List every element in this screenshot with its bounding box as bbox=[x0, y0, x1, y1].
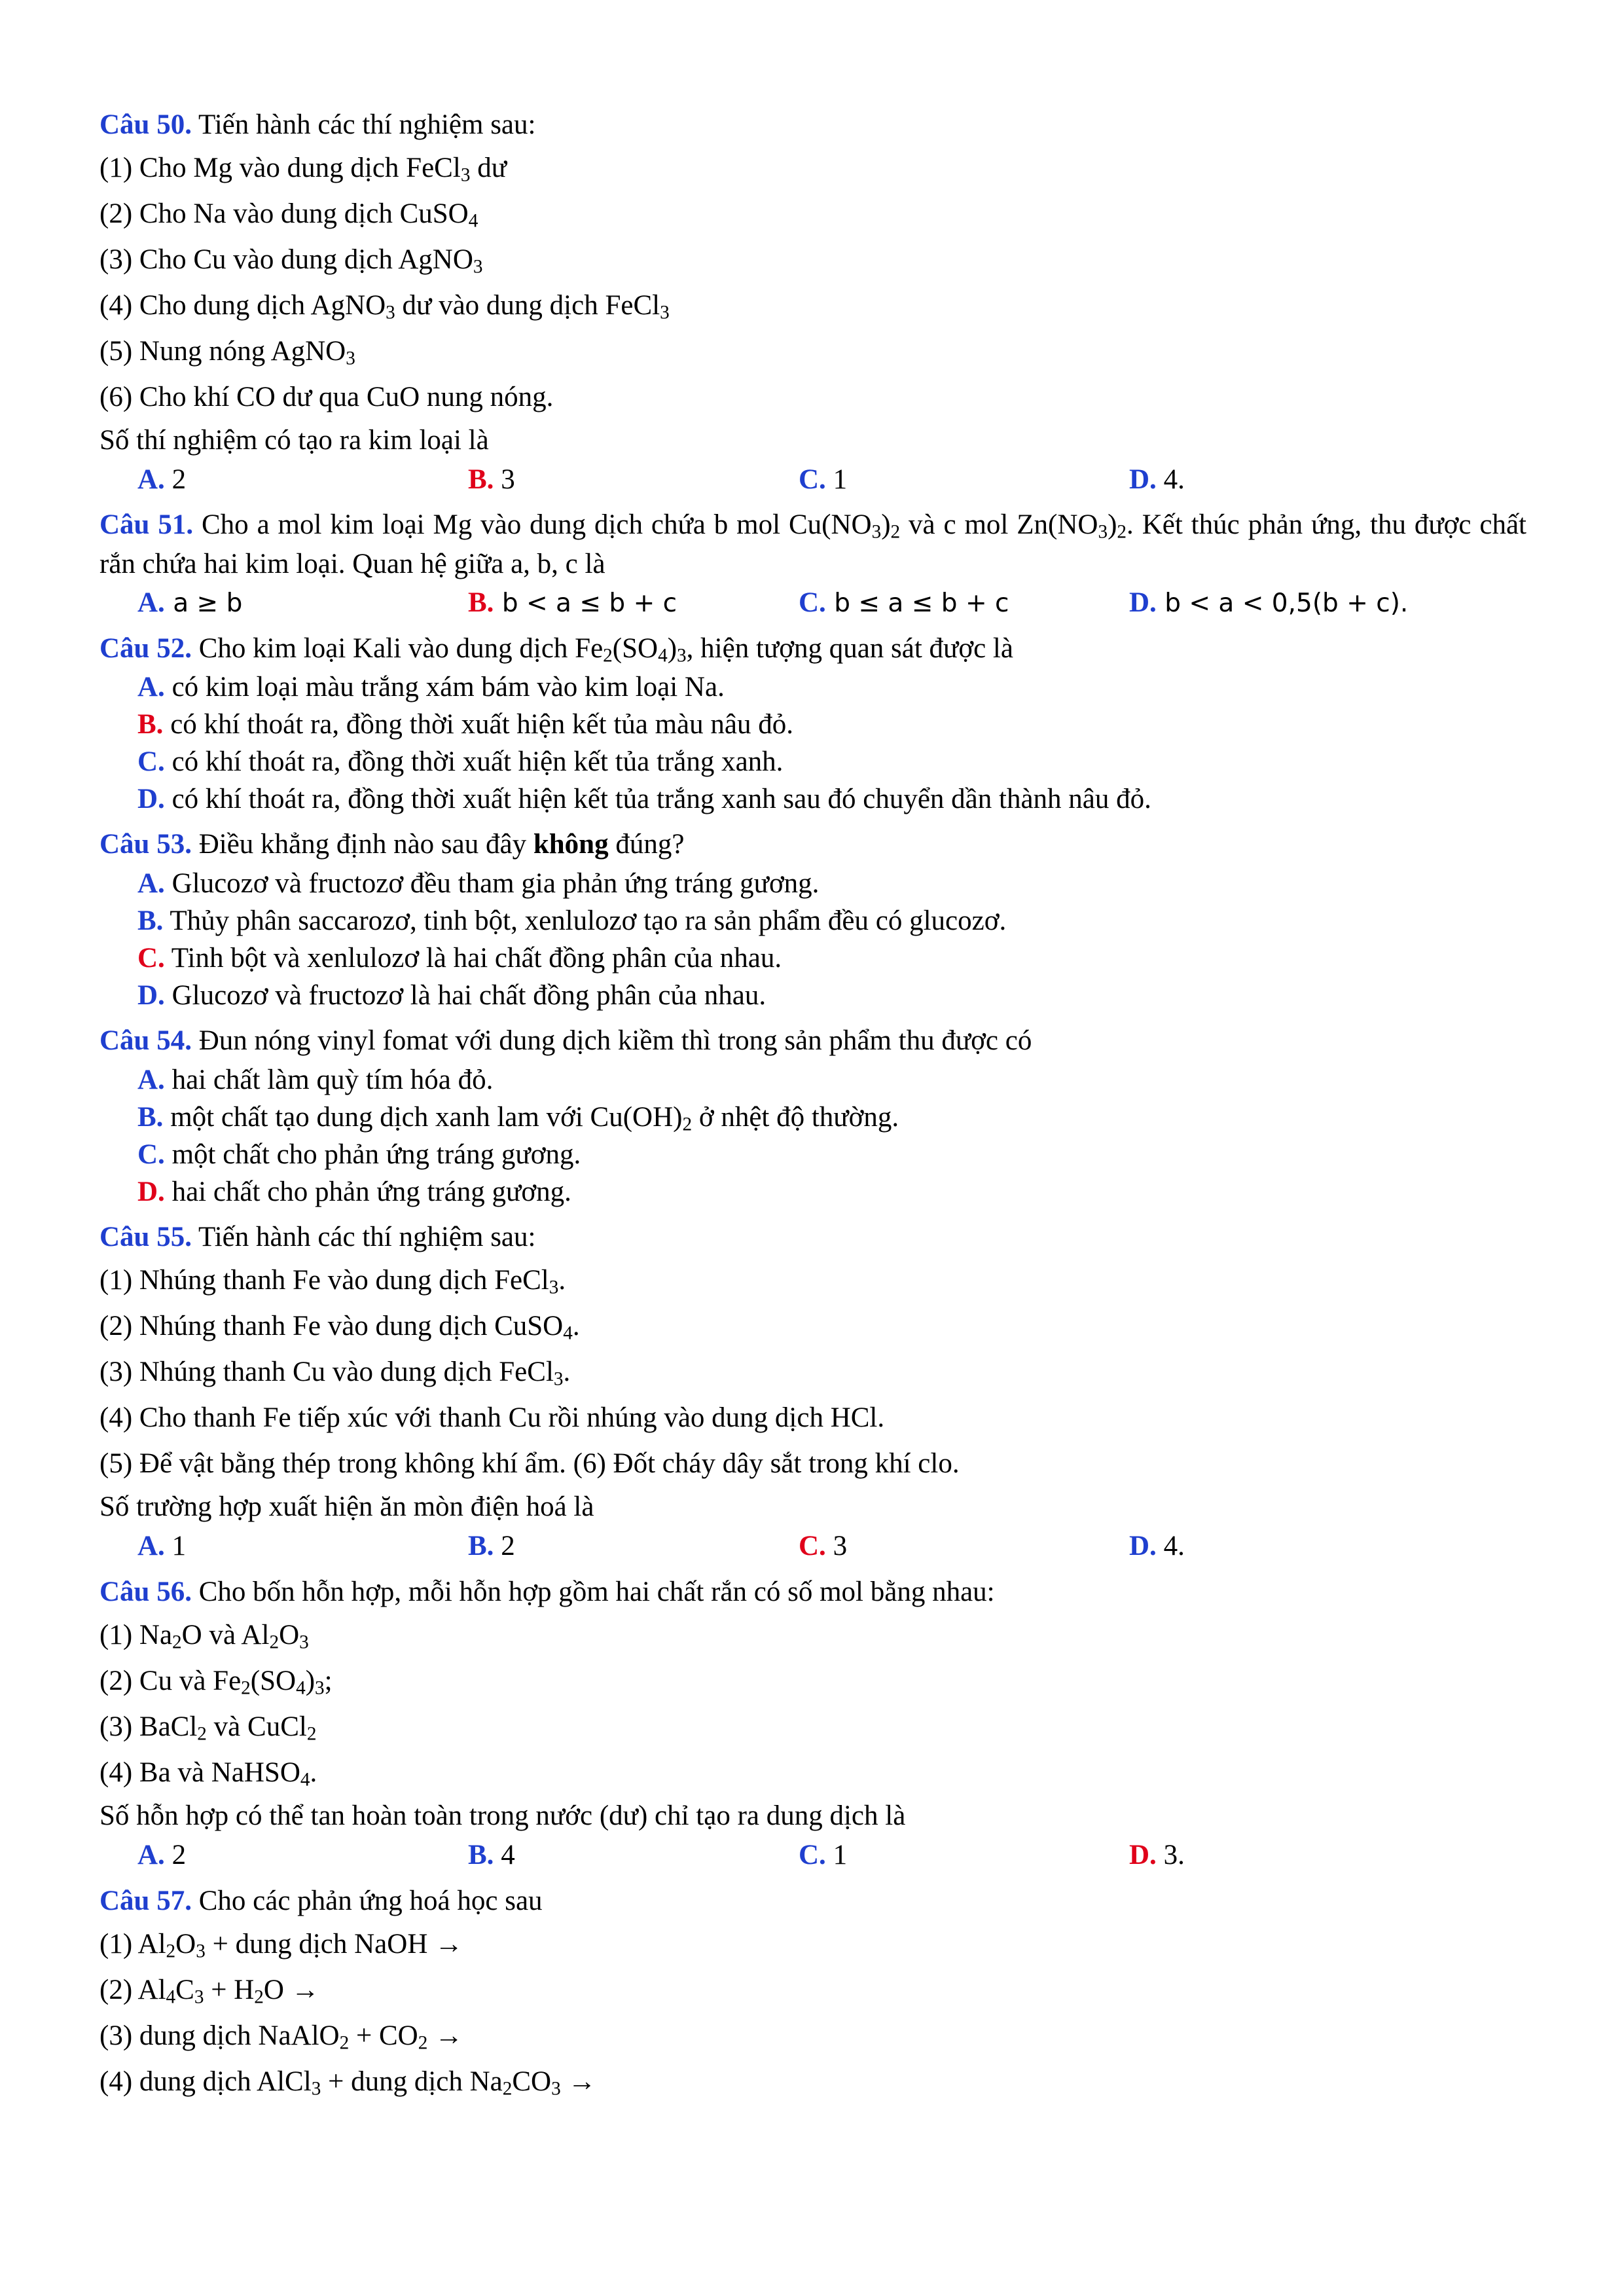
option-letter: A. bbox=[137, 868, 165, 899]
text-run: (5) Nung nóng AgNO bbox=[99, 336, 346, 367]
text-run: (1) Cho Mg vào dung dịch FeCl bbox=[99, 153, 461, 183]
question-stem bbox=[99, 1021, 1526, 1061]
subscript: 2 bbox=[603, 645, 613, 666]
option-text: có khí thoát ra, đồng thời xuất hiện kết tủa trắng xanh sau đó chuyển dần thành nâu đỏ. bbox=[164, 784, 1151, 814]
subscript: 2 bbox=[502, 2078, 513, 2100]
experiment-item bbox=[99, 1303, 1526, 1349]
text-run: (2) Nhúng thanh Fe vào dung dịch CuSO bbox=[99, 1311, 564, 1341]
option-math: b ≤ a ≤ b + c bbox=[825, 589, 1009, 618]
text-run: (3) dung dịch NaAlO bbox=[99, 2020, 340, 2051]
text-run: ) bbox=[1108, 509, 1117, 540]
answer-options bbox=[99, 584, 1526, 623]
option-text: hai chất làm quỳ tím hóa đỏ. bbox=[164, 1065, 494, 1095]
experiment-item bbox=[99, 145, 1526, 191]
option-letter: C. bbox=[137, 1139, 165, 1170]
question-text: Cho bốn hỗn hợp, mỗi hỗn hợp gồm hai chất rắn có số mol bằng nhau: bbox=[191, 1576, 995, 1607]
text-run: O → bbox=[263, 1975, 319, 2005]
subscript: 2 bbox=[1117, 521, 1127, 543]
answer-option[interactable] bbox=[137, 1099, 1526, 1136]
option-text: 3 bbox=[825, 1531, 848, 1561]
answer-options bbox=[99, 461, 1526, 499]
question-stem bbox=[99, 1572, 1526, 1613]
subscript: 2 bbox=[254, 1986, 264, 2008]
subscript: 3 bbox=[1098, 521, 1108, 543]
question-block bbox=[99, 1572, 1526, 1874]
option-text: 4. bbox=[1156, 464, 1185, 495]
experiment-item bbox=[99, 1704, 1526, 1750]
answer-option[interactable] bbox=[1129, 1836, 1460, 1874]
answer-option[interactable] bbox=[137, 780, 1526, 818]
text-run: (5) Để vật bằng thép trong không khí ẩm. (6) Đốt cháy dây sắt trong khí clo. bbox=[99, 1448, 960, 1479]
question-stem bbox=[99, 1217, 1526, 1258]
experiment-item bbox=[99, 2013, 1526, 2059]
text-run: (1) Al bbox=[99, 1929, 166, 1959]
option-letter: C. bbox=[799, 1840, 826, 1870]
experiment-item bbox=[99, 1658, 1526, 1704]
option-text: có khí thoát ra, đồng thời xuất hiện kết tủa trắng xanh. bbox=[164, 746, 784, 777]
option-letter: B. bbox=[137, 709, 164, 740]
text-run: → bbox=[427, 2020, 463, 2051]
answer-option[interactable] bbox=[137, 1527, 468, 1565]
text-run: O bbox=[175, 1929, 196, 1959]
text-run: (1) Nhúng thanh Fe vào dung dịch FeCl bbox=[99, 1265, 549, 1296]
subscript: 2 bbox=[682, 1114, 693, 1135]
option-text: một chất cho phản ứng tráng gương. bbox=[164, 1139, 581, 1170]
text-run: O bbox=[279, 1620, 300, 1650]
answer-option[interactable] bbox=[137, 939, 1526, 977]
option-letter: A. bbox=[137, 587, 165, 618]
text-run: dư bbox=[470, 153, 507, 183]
question-number: Câu 57. bbox=[99, 1886, 192, 1916]
answer-option[interactable] bbox=[799, 461, 1129, 499]
option-text: 4. bbox=[1156, 1531, 1185, 1561]
text-run: C bbox=[175, 1975, 194, 2005]
text-run: . bbox=[563, 1357, 571, 1387]
option-letter: B. bbox=[468, 1531, 494, 1561]
text-run: Cho kim loại Kali vào dung dịch Fe bbox=[191, 633, 604, 664]
option-letter: C. bbox=[137, 943, 165, 974]
answer-option[interactable] bbox=[137, 1173, 1526, 1211]
option-letter: A. bbox=[137, 1840, 165, 1870]
text-run: (4) dung dịch AlCl bbox=[99, 2066, 312, 2097]
subscript: 3 bbox=[311, 2078, 321, 2100]
subscript: 3 bbox=[194, 1986, 204, 2008]
subscript: 4 bbox=[166, 1986, 176, 2008]
question-stem bbox=[99, 505, 1526, 584]
option-text: 3. bbox=[1156, 1840, 1185, 1870]
text-run: (2) Cho Na vào dung dịch CuSO bbox=[99, 198, 469, 229]
subscript: 3 bbox=[460, 164, 471, 186]
text-run: ; bbox=[324, 1666, 333, 1696]
answer-option[interactable] bbox=[137, 902, 1526, 939]
answer-option[interactable] bbox=[1129, 584, 1460, 623]
question-block bbox=[99, 505, 1526, 623]
option-text: Thủy phân saccarozơ, tinh bột, xenlulozơ tạo ra sản phẩm đều có glucozơ. bbox=[163, 905, 1007, 936]
text-run: , hiện tượng quan sát được là bbox=[686, 633, 1013, 664]
answer-options bbox=[99, 1836, 1526, 1874]
question-prompt: Số thí nghiệm có tạo ra kim loại là bbox=[99, 425, 489, 456]
text-run: + dung dịch NaOH → bbox=[205, 1929, 463, 1959]
subscript: 2 bbox=[241, 1677, 251, 1699]
option-letter: D. bbox=[1129, 1531, 1157, 1561]
subscript: 3 bbox=[551, 2078, 561, 2100]
experiment-item bbox=[99, 1441, 1526, 1487]
subscript: 3 bbox=[871, 521, 882, 543]
answer-option[interactable] bbox=[799, 584, 1129, 623]
subscript: 2 bbox=[269, 1631, 280, 1653]
answer-option[interactable] bbox=[468, 1527, 799, 1565]
option-letter: C. bbox=[799, 587, 826, 618]
subscript: 3 bbox=[315, 1677, 325, 1699]
answer-option[interactable] bbox=[137, 977, 1526, 1014]
text-run: và c mol Zn(NO bbox=[900, 509, 1098, 540]
experiment-item bbox=[99, 1613, 1526, 1658]
answer-option[interactable] bbox=[137, 668, 1526, 706]
option-letter: D. bbox=[137, 784, 165, 814]
answer-option[interactable] bbox=[137, 743, 1526, 780]
text-run: (1) Na bbox=[99, 1620, 173, 1650]
question-number: Câu 55. bbox=[99, 1222, 192, 1252]
option-text: 2 bbox=[164, 464, 187, 495]
experiment-item bbox=[99, 237, 1526, 283]
question-stem bbox=[99, 629, 1526, 668]
question-block bbox=[99, 1881, 1526, 2105]
option-letter: D. bbox=[137, 980, 165, 1011]
experiment-item bbox=[99, 1750, 1526, 1796]
option-letter: B. bbox=[468, 464, 494, 495]
subscript: 2 bbox=[197, 1723, 207, 1745]
question-number: Câu 52. bbox=[99, 633, 192, 664]
option-letter: A. bbox=[137, 1065, 165, 1095]
text-run: . bbox=[572, 1311, 580, 1341]
answer-option[interactable] bbox=[468, 461, 799, 499]
text-run: ) bbox=[305, 1666, 316, 1696]
experiment-item bbox=[99, 1395, 1526, 1441]
text-run: + dung dịch Na bbox=[321, 2066, 503, 2097]
question-number: Câu 51. bbox=[99, 509, 194, 540]
answer-options bbox=[99, 668, 1526, 818]
text-run: . Kết thúc phản ứng, thu được chất rắn chứa hai kim loại. Quan hệ giữa a, b, c là bbox=[99, 509, 1526, 579]
text-run: . bbox=[310, 1757, 317, 1788]
subscript: 3 bbox=[473, 256, 483, 278]
text-run: (4) Ba và NaHSO bbox=[99, 1757, 300, 1788]
experiment-item bbox=[99, 374, 1526, 420]
emphasis-text: không bbox=[533, 829, 609, 860]
experiment-item bbox=[99, 1349, 1526, 1395]
text-run: (2) Al bbox=[99, 1975, 166, 2005]
option-letter: B. bbox=[468, 1840, 494, 1870]
answer-option[interactable] bbox=[1129, 461, 1460, 499]
answer-option[interactable] bbox=[137, 1061, 1526, 1099]
question-stem bbox=[99, 1881, 1526, 1922]
text-run: (SO bbox=[250, 1666, 297, 1696]
answer-option[interactable] bbox=[468, 1836, 799, 1874]
subscript: 4 bbox=[658, 645, 668, 666]
experiment-item bbox=[99, 329, 1526, 374]
subscript: 3 bbox=[553, 1368, 564, 1390]
answer-option[interactable] bbox=[799, 1527, 1129, 1565]
text-run: (3) Cho Cu vào dung dịch AgNO bbox=[99, 244, 473, 275]
option-text: 1 bbox=[164, 1531, 187, 1561]
question-block bbox=[99, 1217, 1526, 1565]
option-letter: B. bbox=[137, 905, 164, 936]
text-run: một chất tạo dung dịch xanh lam với Cu(OH) bbox=[163, 1102, 683, 1133]
option-letter: A. bbox=[137, 464, 165, 495]
option-letter: C. bbox=[799, 464, 826, 495]
subscript: 4 bbox=[563, 1322, 573, 1344]
option-letter: C. bbox=[137, 746, 165, 777]
question-number: Câu 56. bbox=[99, 1576, 192, 1607]
subscript: 4 bbox=[300, 1769, 310, 1791]
subscript: 2 bbox=[418, 2032, 428, 2054]
option-letter: D. bbox=[137, 1176, 165, 1207]
experiment-item bbox=[99, 191, 1526, 237]
question-text: Tiến hành các thí nghiệm sau: bbox=[191, 109, 536, 140]
question-stem bbox=[99, 824, 1526, 865]
text-run: (SO bbox=[612, 633, 659, 664]
option-letter: D. bbox=[1129, 587, 1157, 618]
option-letter: B. bbox=[468, 587, 494, 618]
text-run: CO bbox=[512, 2066, 552, 2097]
document-page bbox=[99, 98, 1526, 2105]
option-letter: C. bbox=[799, 1531, 826, 1561]
option-text: Glucozơ và fructozơ là hai chất đồng phân của nhau. bbox=[164, 980, 767, 1011]
subscript: 2 bbox=[890, 521, 901, 543]
experiment-item bbox=[99, 1922, 1526, 1967]
text-run: + H bbox=[204, 1975, 255, 2005]
option-letter: D. bbox=[1129, 1840, 1157, 1870]
option-letter: A. bbox=[137, 1531, 165, 1561]
question-text: Cho các phản ứng hoá học sau bbox=[191, 1886, 543, 1916]
option-math: b < a ≤ b + c bbox=[494, 589, 677, 618]
option-text: 1 bbox=[825, 464, 848, 495]
subscript: 2 bbox=[166, 1941, 176, 1962]
subscript: 3 bbox=[386, 302, 395, 323]
subscript: 3 bbox=[346, 348, 355, 369]
question-text: Điều khẳng định nào sau đây bbox=[191, 829, 533, 860]
question-stem bbox=[99, 105, 1526, 145]
text-run: . bbox=[558, 1265, 566, 1296]
text-run: → bbox=[560, 2066, 596, 2097]
subscript: 3 bbox=[299, 1631, 309, 1653]
question-text: Đun nóng vinyl fomat với dung dịch kiềm thì trong sản phẩm thu được có bbox=[191, 1025, 1032, 1056]
option-text: Tinh bột và xenlulozơ là hai chất đồng phân của nhau. bbox=[164, 943, 782, 974]
subscript: 4 bbox=[296, 1677, 306, 1699]
subscript: 3 bbox=[196, 1941, 206, 1962]
option-text: 4 bbox=[494, 1840, 515, 1870]
text-run: Cho a mol kim loại Mg vào dung dịch chứa b mol Cu(NO bbox=[193, 509, 872, 540]
answer-option[interactable] bbox=[137, 584, 468, 623]
experiment-item bbox=[99, 1258, 1526, 1303]
option-text: có kim loại màu trắng xám bám vào kim loại Na. bbox=[164, 672, 725, 702]
subscript: 2 bbox=[306, 1723, 317, 1745]
text-run: dư vào dung dịch FeCl bbox=[395, 290, 660, 321]
question-prompt: Số trường hợp xuất hiện ăn mòn điện hoá là bbox=[99, 1491, 594, 1522]
text-run: ) bbox=[881, 509, 891, 540]
option-text: 2 bbox=[164, 1840, 187, 1870]
option-letter: A. bbox=[137, 672, 165, 702]
answer-option[interactable] bbox=[137, 865, 1526, 902]
experiment-item bbox=[99, 283, 1526, 329]
text-run: ở nhệt độ thường. bbox=[692, 1102, 899, 1133]
question-text: Tiến hành các thí nghiệm sau: bbox=[191, 1222, 536, 1252]
question-number: Câu 54. bbox=[99, 1025, 192, 1056]
text-run: + CO bbox=[349, 2020, 418, 2051]
text-run: (3) BaCl bbox=[99, 1711, 198, 1742]
question-number: Câu 53. bbox=[99, 829, 192, 860]
subscript: 3 bbox=[677, 645, 687, 666]
option-text: 3 bbox=[494, 464, 515, 495]
question-text: đúng? bbox=[608, 829, 685, 860]
subscript: 3 bbox=[549, 1277, 559, 1298]
question-number: Câu 50. bbox=[99, 109, 192, 140]
option-math: b < a < 0,5(b + c). bbox=[1156, 589, 1409, 618]
subscript: 4 bbox=[468, 210, 478, 232]
subscript: 2 bbox=[172, 1631, 182, 1653]
answer-option[interactable] bbox=[468, 584, 799, 623]
answer-option[interactable] bbox=[1129, 1527, 1460, 1565]
question-block bbox=[99, 1021, 1526, 1211]
answer-options bbox=[99, 1527, 1526, 1565]
answer-option[interactable] bbox=[137, 706, 1526, 743]
subscript: 2 bbox=[339, 2032, 350, 2054]
text-run: (4) Cho thanh Fe tiếp xúc với thanh Cu rồi nhúng vào dung dịch HCl. bbox=[99, 1402, 885, 1433]
text-run: (2) Cu và Fe bbox=[99, 1666, 242, 1696]
text-run: (4) Cho dung dịch AgNO bbox=[99, 290, 386, 321]
option-text: 1 bbox=[825, 1840, 848, 1870]
answer-options bbox=[99, 1061, 1526, 1211]
experiment-item bbox=[99, 2059, 1526, 2105]
option-text: 2 bbox=[494, 1531, 515, 1561]
experiment-item bbox=[99, 1967, 1526, 2013]
option-text: hai chất cho phản ứng tráng gương. bbox=[164, 1176, 571, 1207]
answer-option[interactable] bbox=[137, 1836, 468, 1874]
question-block bbox=[99, 629, 1526, 818]
option-letter: B. bbox=[137, 1102, 164, 1133]
answer-option[interactable] bbox=[137, 461, 468, 499]
question-block bbox=[99, 105, 1526, 499]
text-run: O và Al bbox=[181, 1620, 270, 1650]
text-run: ) bbox=[667, 633, 677, 664]
answer-option[interactable] bbox=[799, 1836, 1129, 1874]
option-math: a ≥ b bbox=[164, 589, 243, 618]
question-prompt: Số hỗn hợp có thể tan hoàn toàn trong nước (dư) chỉ tạo ra dung dịch là bbox=[99, 1800, 906, 1831]
answer-options bbox=[99, 865, 1526, 1014]
answer-option[interactable] bbox=[137, 1136, 1526, 1173]
option-letter: D. bbox=[1129, 464, 1157, 495]
option-text: có khí thoát ra, đồng thời xuất hiện kết tủa màu nâu đỏ. bbox=[163, 709, 793, 740]
text-run: (6) Cho khí CO dư qua CuO nung nóng. bbox=[99, 382, 554, 412]
text-run: và CuCl bbox=[206, 1711, 307, 1742]
subscript: 3 bbox=[660, 302, 670, 323]
text-run: (3) Nhúng thanh Cu vào dung dịch FeCl bbox=[99, 1357, 554, 1387]
question-block bbox=[99, 824, 1526, 1014]
option-text: Glucozơ và fructozơ đều tham gia phản ứng tráng gương. bbox=[164, 868, 820, 899]
